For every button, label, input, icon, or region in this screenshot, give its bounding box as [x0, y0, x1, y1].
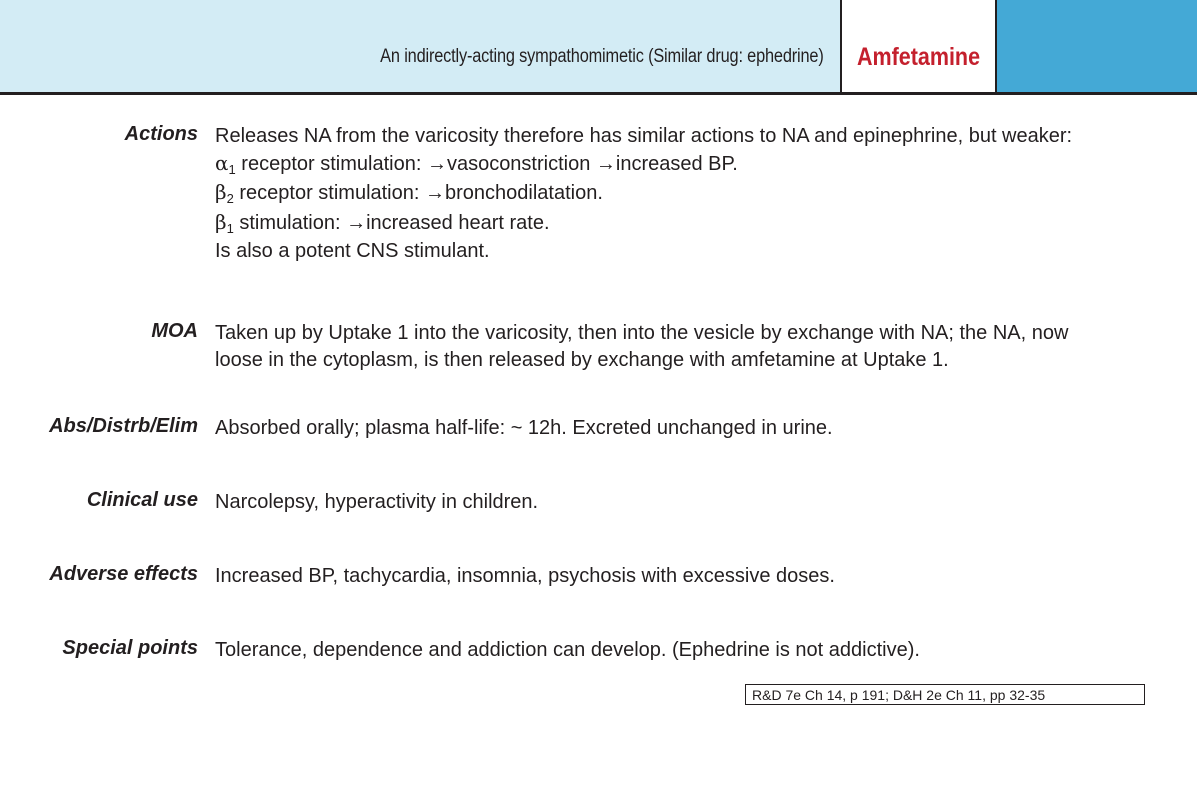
beta-symbol: β	[215, 209, 227, 234]
section-content	[215, 320, 1175, 373]
actions-line-text: receptor stimulation: →vasoconstriction →increased BP.	[235, 152, 738, 175]
page-title: Amfetamine	[856, 43, 981, 71]
abs-text: Absorbed orally; plasma half-life: ~ 12h. Excreted unchanged in urine.	[215, 417, 833, 439]
subscript: 2	[226, 191, 234, 206]
section-content	[215, 489, 1175, 516]
section-content	[215, 637, 1175, 664]
actions-line: Releases NA from the varicosity therefore has similar actions to NA and epinephrine, but weaker:	[215, 125, 1073, 147]
adverse-text: Increased BP, tachycardia, insomnia, psychosis with excessive doses.	[215, 565, 835, 587]
section-content	[215, 123, 1175, 265]
actions-line	[215, 179, 1175, 209]
alpha-symbol: α	[215, 150, 229, 175]
section-label: Actions	[124, 123, 198, 145]
actions-line-text: stimulation: →increased heart rate.	[233, 211, 550, 234]
beta-symbol: β	[215, 180, 227, 204]
section-label: Adverse effects	[49, 563, 198, 585]
page-subtitle: An indirectly-acting sympathomimetic (Similar drug: ephedrine)	[380, 46, 824, 67]
header-accent-block	[997, 0, 1197, 92]
moa-line: Taken up by Uptake 1 into the varicosity, then into the vesicle by exchange with NA; the NA, now	[215, 322, 1069, 344]
actions-line	[215, 209, 1175, 239]
subscript: 1	[226, 220, 234, 236]
section-content	[215, 563, 1175, 590]
actions-line	[215, 150, 1175, 180]
section-label: MOA	[151, 320, 198, 342]
section-label: Clinical use	[86, 489, 198, 511]
reference-box: R&D 7e Ch 14, p 191; D&H 2e Ch 11, pp 32-35	[745, 684, 1145, 705]
actions-line-text: receptor stimulation: →bronchodilatation.	[233, 182, 603, 204]
subscript: 1	[228, 161, 236, 177]
section-label: Abs/Distrb/Elim	[49, 415, 198, 437]
clinical-text: Narcolepsy, hyperactivity in children.	[215, 491, 539, 513]
special-text: Tolerance, dependence and addiction can develop. (Ephedrine is not addictive).	[215, 639, 920, 661]
moa-line: loose in the cytoplasm, is then released by exchange with amfetamine at Uptake 1.	[215, 348, 949, 371]
title-box	[840, 0, 997, 92]
actions-line: Is also a potent CNS stimulant.	[215, 240, 490, 262]
section-content	[215, 415, 1175, 442]
section-label: Special points	[62, 637, 198, 659]
